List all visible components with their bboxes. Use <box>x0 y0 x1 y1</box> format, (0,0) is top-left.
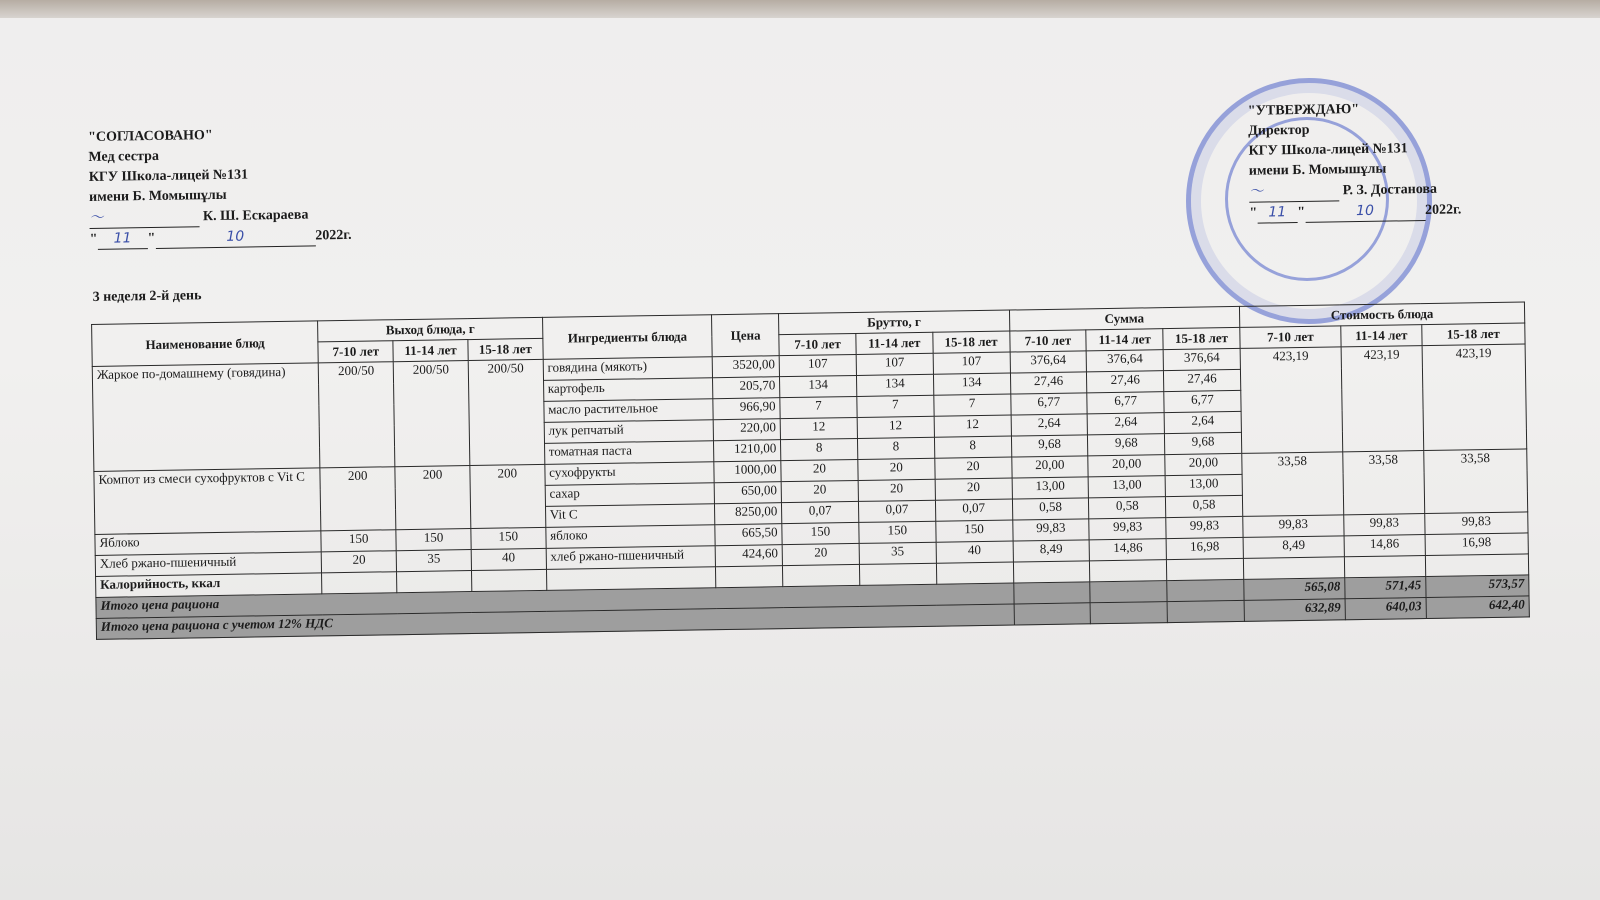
ingredient-price: 650,00 <box>715 482 782 504</box>
approved-organization: КГУ Школа-лицей №131 <box>1248 141 1408 159</box>
approved-date-year: 2022г. <box>1424 202 1462 219</box>
approved-organization-name: имени Б. Момышұлы <box>1248 161 1387 179</box>
ingredient-gross: 8 <box>857 437 934 459</box>
header-dish: Наименование блюд <box>92 321 319 367</box>
agreed-date-year: 2022г. <box>315 227 352 244</box>
ingredient-gross: 12 <box>857 416 934 438</box>
approved-position: Директор <box>1248 122 1310 139</box>
ingredient-price: 205,70 <box>713 377 780 399</box>
ingredient-sum: 99,83 <box>1089 518 1166 540</box>
ingredient-gross: 35 <box>859 542 936 564</box>
dish-yield: 35 <box>396 550 471 572</box>
ingredient-name: яблоко <box>546 525 716 549</box>
ingredient-gross: 12 <box>934 415 1011 437</box>
menu-table-body <box>92 344 1528 576</box>
ingredient-sum: 20,00 <box>1088 455 1165 477</box>
total-age2: 571,45 <box>1345 577 1426 599</box>
ingredient-gross: 40 <box>936 541 1013 563</box>
ingredient-gross: 0,07 <box>782 501 859 523</box>
ingredient-gross: 20 <box>935 457 1012 479</box>
ingredient-price: 1000,00 <box>714 461 781 483</box>
ingredient-gross: 150 <box>859 521 936 543</box>
ingredient-gross: 150 <box>782 522 859 544</box>
dish-cost: 33,58 <box>1343 451 1425 515</box>
header-yield-age3: 15-18 лет <box>468 338 543 360</box>
header-sum: Сумма <box>1009 306 1240 331</box>
ingredient-sum: 99,83 <box>1012 519 1089 541</box>
ingredient-sum: 6,77 <box>1010 393 1087 415</box>
total-vat-age1: 632,89 <box>1244 599 1345 622</box>
ingredient-sum: 27,46 <box>1087 371 1164 393</box>
ingredient-gross: 7 <box>780 396 857 418</box>
paper-top-edge <box>0 0 1600 18</box>
ingredient-sum: 13,00 <box>1165 474 1242 496</box>
header-sum-age2: 11-14 лет <box>1086 329 1163 351</box>
total-age1: 565,08 <box>1244 578 1345 601</box>
header-sum-age3: 15-18 лет <box>1163 327 1240 349</box>
approved-title: "УТВЕРЖДАЮ" <box>1247 102 1360 119</box>
ingredient-gross: 20 <box>858 479 935 501</box>
ingredient-name: говядина (мякоть) <box>543 357 713 381</box>
dish-yield: 20 <box>322 551 397 573</box>
calories-label: Калорийность, ккал <box>96 573 323 598</box>
dish-yield: 150 <box>471 527 546 549</box>
total-vat-age2: 640,03 <box>1345 598 1426 620</box>
ingredient-sum: 6,77 <box>1087 392 1164 414</box>
ingredient-sum: 9,68 <box>1088 434 1165 456</box>
ingredient-sum: 0,58 <box>1012 498 1089 520</box>
ingredient-sum: 20,00 <box>1165 453 1242 475</box>
dish-cost: 33,58 <box>1424 449 1528 514</box>
dish-yield: 200/50 <box>468 359 544 465</box>
dish-cost: 423,19 <box>1341 346 1423 452</box>
ingredient-gross: 107 <box>779 354 856 376</box>
total-vat-label: Итого цена рациона с учетом 12% НДС <box>96 604 1014 639</box>
ingredient-sum: 376,64 <box>1163 348 1240 370</box>
ingredient-gross: 20 <box>781 480 858 502</box>
ingredient-sum: 16,98 <box>1166 537 1243 559</box>
ingredient-sum: 2,64 <box>1087 413 1164 435</box>
ingredient-price: 3520,00 <box>713 356 780 378</box>
ingredient-sum: 2,64 <box>1164 411 1241 433</box>
menu-sheet <box>88 102 1537 708</box>
ingredient-sum: 13,00 <box>1012 477 1089 499</box>
agreed-organization-name: имени Б. Момышұлы <box>88 187 227 205</box>
ingredient-sum: 99,83 <box>1166 516 1243 538</box>
dish-cost: 33,58 <box>1242 452 1344 517</box>
header-yield: Выход блюда, г <box>318 317 543 342</box>
ingredient-name: сахар <box>545 483 715 507</box>
dish-yield: 200/50 <box>319 362 395 468</box>
ingredient-name: лук репчатый <box>544 420 714 444</box>
dish-cost: 16,98 <box>1425 533 1528 556</box>
total-age3: 573,57 <box>1426 575 1529 598</box>
ingredient-gross: 8 <box>781 438 858 460</box>
dish-name: Жаркое по-домашнему (говядина) <box>92 363 320 472</box>
approved-date-month: 10 <box>1305 200 1425 223</box>
ingredient-sum: 14,86 <box>1089 539 1166 561</box>
dish-cost: 99,83 <box>1425 512 1528 535</box>
agreed-date-line: " 11 " 10 2022г. <box>90 225 352 250</box>
dish-name: Компот из смеси сухофруктов с Vit C <box>94 468 321 535</box>
ingredient-sum: 2,64 <box>1011 414 1088 436</box>
ingredient-gross: 7 <box>857 395 934 417</box>
dish-yield: 200 <box>320 467 396 531</box>
dish-yield: 200 <box>395 466 471 530</box>
ingredient-price: 220,00 <box>714 419 781 441</box>
ingredient-gross: 134 <box>856 374 933 396</box>
ingredient-price: 1210,00 <box>714 440 781 462</box>
agreed-signer: К. Ш. Ескараева <box>202 207 309 225</box>
menu-table <box>91 301 1530 639</box>
ingredient-sum: 13,00 <box>1088 476 1165 498</box>
ingredient-gross: 20 <box>782 543 859 565</box>
agreed-organization: КГУ Школа-лицей №131 <box>88 167 249 185</box>
ingredient-name: сухофрукты <box>545 462 715 486</box>
ingredient-gross: 20 <box>935 478 1012 500</box>
header-gross-age1: 7-10 лет <box>779 333 856 355</box>
total-vat-age3: 642,40 <box>1426 596 1529 619</box>
agreed-date-day: 11 <box>97 228 147 250</box>
ingredient-sum: 9,68 <box>1011 435 1088 457</box>
ingredient-sum: 27,46 <box>1164 369 1241 391</box>
dish-cost: 423,19 <box>1240 347 1343 454</box>
dish-cost: 14,86 <box>1344 535 1425 557</box>
dish-cost: 423,19 <box>1422 344 1527 451</box>
approval-approved-block <box>1248 98 1462 223</box>
ingredient-gross: 150 <box>936 520 1013 542</box>
dish-yield: 40 <box>471 548 546 570</box>
ingredient-gross: 20 <box>858 458 935 480</box>
dish-cost: 99,83 <box>1344 514 1425 536</box>
dish-name: Хлеб ржано-пшеничный <box>95 552 322 577</box>
agreed-signature: 〜 <box>89 206 199 229</box>
approved-signature: 〜 <box>1249 180 1339 202</box>
header-gross: Брутто, г <box>779 310 1010 335</box>
dish-yield: 200/50 <box>393 361 469 467</box>
dish-yield: 200 <box>470 464 546 528</box>
header-cost-age1: 7-10 лет <box>1240 326 1341 349</box>
ingredient-gross: 0,07 <box>935 499 1012 521</box>
dish-cost: 8,49 <box>1243 536 1344 559</box>
ingredient-name: картофель <box>543 378 713 402</box>
ingredient-sum: 0,58 <box>1166 495 1243 517</box>
header-cost-age2: 11-14 лет <box>1341 325 1422 347</box>
ingredient-price: 424,60 <box>716 545 783 567</box>
ingredient-gross: 107 <box>856 353 933 375</box>
header-gross-age2: 11-14 лет <box>856 332 933 354</box>
ingredient-gross: 134 <box>780 375 857 397</box>
dish-yield: 150 <box>321 530 396 552</box>
ingredient-name: масло растительное <box>544 399 714 423</box>
header-yield-age2: 11-14 лет <box>393 340 468 362</box>
ingredient-name: Vit C <box>545 504 715 528</box>
ingredient-price: 8250,00 <box>715 503 782 525</box>
ingredient-gross: 8 <box>934 436 1011 458</box>
ingredient-gross: 12 <box>780 417 857 439</box>
ingredient-sum: 20,00 <box>1011 456 1088 478</box>
ingredient-gross: 20 <box>781 459 858 481</box>
ingredient-name: томатная паста <box>544 441 714 465</box>
header-cost: Стоимость блюда <box>1239 302 1524 327</box>
ingredient-price: 665,50 <box>715 524 782 546</box>
header-gross-age3: 15-18 лет <box>933 331 1010 353</box>
agreed-position: Мед сестра <box>88 148 160 165</box>
dish-yield: 150 <box>396 529 471 551</box>
approved-date-line: " 11 " 10 2022г. <box>1249 199 1461 223</box>
agreed-date-month: 10 <box>155 225 315 249</box>
ingredient-gross: 7 <box>934 394 1011 416</box>
ingredient-price: 966,90 <box>713 398 780 420</box>
agreed-title: "СОГЛАСОВАНО" <box>88 128 213 145</box>
header-sum-age1: 7-10 лет <box>1009 330 1086 352</box>
ingredient-sum: 8,49 <box>1013 540 1090 562</box>
ingredient-sum: 27,46 <box>1010 372 1087 394</box>
dish-cost: 99,83 <box>1243 515 1344 538</box>
approved-date-day: 11 <box>1257 202 1297 224</box>
ingredient-sum: 376,64 <box>1010 351 1087 373</box>
ingredient-gross: 0,07 <box>858 500 935 522</box>
total-label: Итого цена рациона <box>96 583 1014 618</box>
day-label: 3 неделя 2-й день <box>92 288 202 305</box>
approved-signer: Р. З. Достанова <box>1342 181 1438 199</box>
header-yield-age1: 7-10 лет <box>318 341 393 363</box>
header-ingredients: Ингредиенты блюда <box>542 315 712 360</box>
ingredient-sum: 9,68 <box>1165 432 1242 454</box>
ingredient-gross: 134 <box>933 373 1010 395</box>
ingredient-sum: 0,58 <box>1089 497 1166 519</box>
approval-agreed-block <box>88 124 352 250</box>
ingredient-gross: 107 <box>933 352 1010 374</box>
ingredient-sum: 6,77 <box>1164 390 1241 412</box>
ingredient-sum: 376,64 <box>1086 350 1163 372</box>
header-price: Цена <box>712 314 779 357</box>
ingredient-name: хлеб ржано-пшеничный <box>546 546 716 570</box>
header-cost-age3: 15-18 лет <box>1422 323 1525 346</box>
dish-name: Яблоко <box>95 531 322 556</box>
